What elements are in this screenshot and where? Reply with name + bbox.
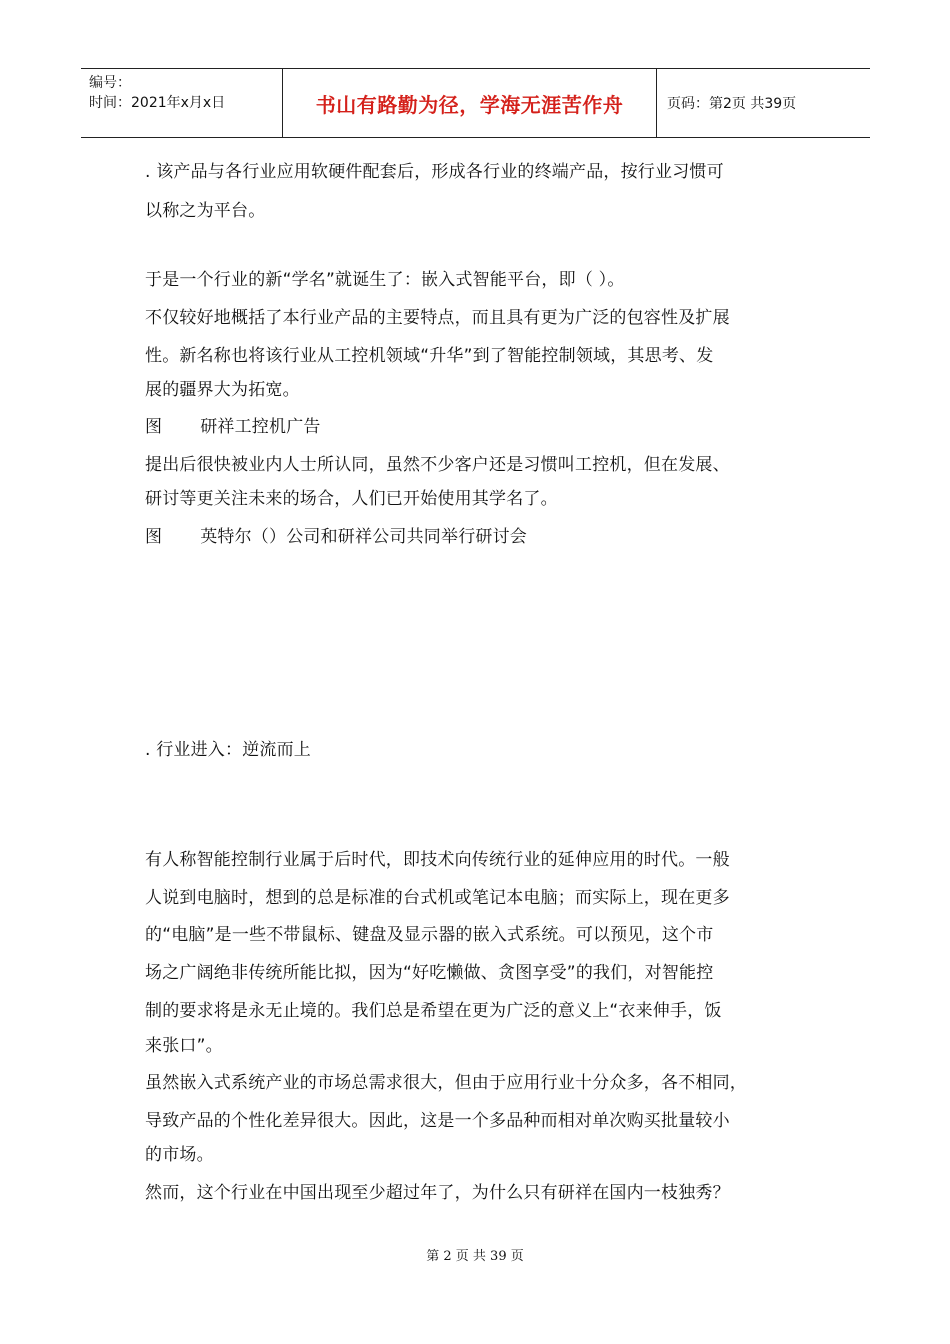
paragraph-line: 制的要求将是永无止境的。我们总是希望在更为广泛的意义上“衣来伸手，饭 <box>145 1001 722 1021</box>
paragraph-line: 性。新名称也将该行业从工控机领域“升华”到了智能控制领域，其思考、发 <box>145 346 714 366</box>
document-time-label: 时间：2021年x月x日 <box>89 95 226 111</box>
page-footer: 第 2 页 共 39 页 <box>426 1249 524 1264</box>
paragraph-line: 有人称智能控制行业属于后时代，即技术向传统行业的延伸应用的时代。一般 <box>145 850 730 870</box>
figure-label: 图 <box>145 417 163 437</box>
paragraph-line: 展的疆界大为拓宽。 <box>145 380 300 400</box>
paragraph-line: 研讨等更关注未来的场合，人们已开始使用其学名了。 <box>145 489 558 509</box>
paragraph-line: 然而，这个行业在中国出现至少超过年了，为什么只有研祥在国内一枝独秀？ <box>145 1183 730 1203</box>
paragraph-line: 来张口”。 <box>145 1036 223 1056</box>
paragraph-line: 提出后很快被业内人士所认同，虽然不少客户还是习惯叫工控机，但在发展、 <box>145 455 730 475</box>
figure-title: 英特尔（）公司和研祥公司共同举行研讨会 <box>200 527 528 547</box>
paragraph-line: 于是一个行业的新“学名”就诞生了：嵌入式智能平台，即（ ）。 <box>145 270 625 290</box>
document-number-label: 编号： <box>89 75 131 91</box>
section-heading: . 行业进入：逆流而上 <box>145 740 312 760</box>
header-motto-cell <box>283 69 657 137</box>
paragraph-line: 场之广阔绝非传统所能比拟，因为“好吃懒做、贪图享受”的我们，对智能控 <box>145 963 714 983</box>
page-header <box>81 68 870 138</box>
header-motto: 书山有路勤为径，学海无涯苦作舟 <box>315 92 624 117</box>
figure-label: 图 <box>145 527 163 547</box>
paragraph-line: 的“电脑”是一些不带鼠标、键盘及显示器的嵌入式系统。可以预见，这个市 <box>145 925 714 945</box>
header-meta <box>81 69 283 137</box>
paragraph-line: 不仅较好地概括了本行业产品的主要特点，而且具有更为广泛的包容性及扩展 <box>145 308 730 328</box>
paragraph-line: . 该产品与各行业应用软硬件配套后，形成各行业的终端产品，按行业习惯可 <box>145 162 724 182</box>
paragraph-line: 人说到电脑时，想到的总是标准的台式机或笔记本电脑；而实际上，现在更多 <box>145 888 730 908</box>
paragraph-line: 以称之为平台。 <box>145 201 266 221</box>
figure-caption <box>145 525 527 549</box>
figure-caption <box>145 415 321 439</box>
paragraph-line: 虽然嵌入式系统产业的市场总需求很大，但由于应用行业十分众多，各不相同， <box>145 1073 747 1093</box>
paragraph-line: 的市场。 <box>145 1145 214 1165</box>
paragraph-line: 导致产品的个性化差异很大。因此，这是一个多品种而相对单次购买批量较小 <box>145 1111 730 1131</box>
header-page-info: 页码：第2页 共39页 <box>667 96 797 112</box>
figure-title: 研祥工控机广告 <box>200 417 321 437</box>
